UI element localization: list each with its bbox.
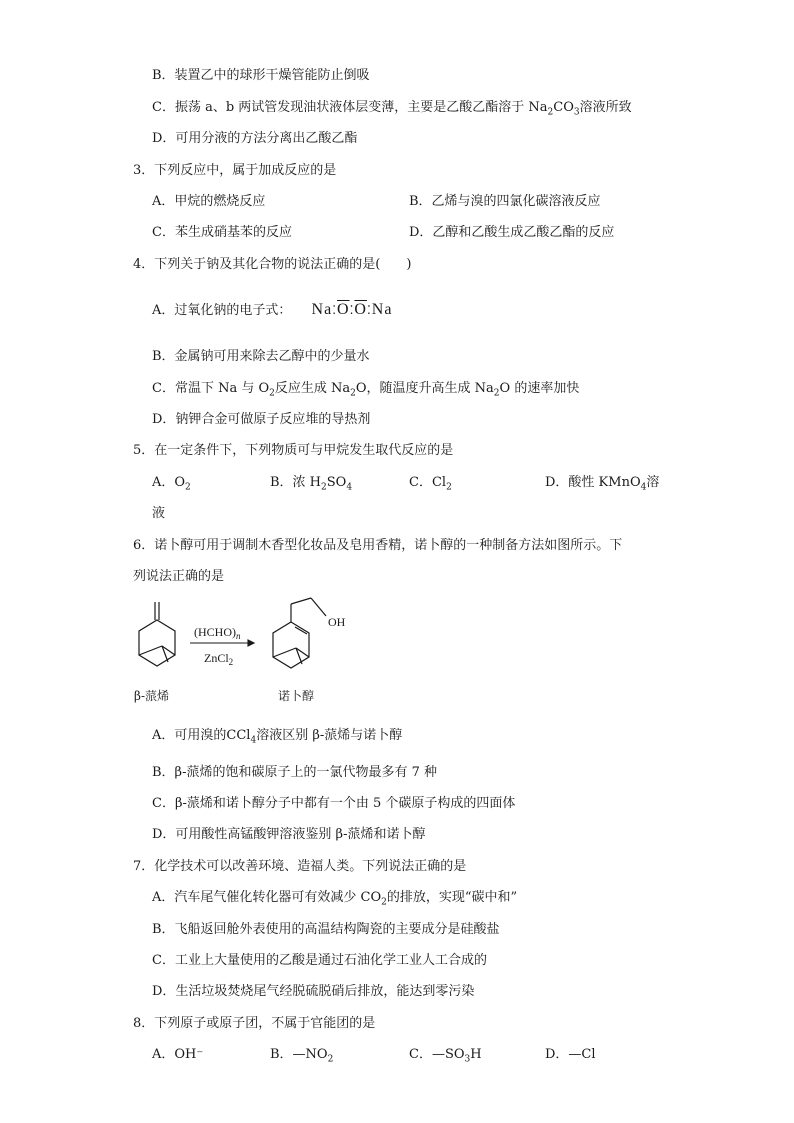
reaction-arrow: [190, 640, 254, 646]
reaction-scheme: [128, 596, 368, 716]
sodium-peroxide-electron-formula: $Na⁚\overline{O}⁚\overline{O}⁚Na$: [311, 301, 393, 318]
nopol-label: 诺卜醇: [278, 689, 315, 703]
q4-option-b: B．金属钠可用来除去乙醇中的少量水: [152, 349, 370, 364]
q5-option-d: D．酸性 KMnO$_4$溶: [545, 475, 660, 493]
question-6-line-1: 6．诺卜醇可用于调制木香型化妆品及皂用香精，诺卜醇的一种制备方法如图所示。下: [133, 538, 623, 553]
q4-option-a: A．过氧化钠的电子式： $Na⁚\overline{O}⁚\overline{O}⁚Na$: [152, 301, 393, 318]
q5-option-d-wrap: 液: [152, 506, 166, 521]
question-3: 3．下列反应中，属于加成反应的是: [133, 163, 337, 178]
q4-option-d: D．钠钾合金可做原子反应堆的导热剂: [152, 412, 371, 427]
q4-option-c: C．常温下 Na 与 $O_2$反应生成 $Na_2O$，随温度升高生成 $Na_2O$ 的速率加快: [152, 381, 580, 399]
q7-option-b: B．飞船返回舱外表使用的高温结构陶瓷的主要成分是硅酸盐: [152, 922, 500, 937]
q5-option-c: C．$Cl_2$: [409, 475, 452, 493]
q8-option-b: B．$—NO_2$: [270, 1047, 334, 1065]
q2-option-b: B．装置乙中的球形干燥管能防止倒吸: [152, 68, 370, 83]
question-4: 4．下列关于钠及其化合物的说法正确的是( ): [133, 257, 412, 272]
q8-option-c: C．$—SO_3H$: [409, 1047, 482, 1065]
q3-option-a: A．甲烷的燃烧反应: [152, 194, 266, 209]
q3-option-b: B．乙烯与溴的四氯化碳溶液反应: [409, 194, 601, 209]
q6-option-d: D．可用酸性高锰酸钾溶液鉴别 β-蒎烯和诺卜醇: [152, 827, 426, 842]
q7-option-c: C．工业上大量使用的乙酸是通过石油化学工业人工合成的: [152, 953, 487, 968]
q7-option-a: A．汽车尾气催化转化器可有效减少 $CO_2$的排放，实现“碳中和”: [152, 890, 518, 908]
question-5: 5．在一定条件下，下列物质可与甲烷发生取代反应的是: [133, 443, 454, 458]
question-6-line-2: 列说法正确的是: [133, 569, 225, 584]
reagent-formaldehyde: $(HCHO)_n$: [194, 625, 241, 641]
reagent-zinc-chloride: ZnCl$_2$: [204, 651, 234, 667]
question-8: 8．下列原子或原子团，不属于官能团的是: [133, 1016, 376, 1031]
q6-option-c: C．β-蒎烯和诺卜醇分子中都有一个由 5 个碳原子构成的四面体: [152, 796, 516, 811]
q7-option-d: D．生活垃圾焚烧尾气经脱硫脱硝后排放，能达到零污染: [152, 984, 475, 999]
beta-pinene-structure: [139, 602, 175, 666]
question-7: 7．化学技术可以改善环境、造福人类。下列说法正确的是: [133, 859, 467, 874]
q3-option-d: D．乙醇和乙酸生成乙酸乙酯的反应: [409, 225, 615, 240]
q6-option-b: B．β-蒎烯的饱和碳原子上的一氯代物最多有 7 种: [152, 765, 437, 780]
nopol-structure: [273, 598, 326, 668]
hydroxyl-label: OH: [328, 615, 346, 629]
q3-option-c: C．苯生成硝基苯的反应: [152, 225, 292, 240]
q6-option-a: A．可用溴的CCl$_4$溶液区别 β-蒎烯与诺卜醇: [152, 728, 403, 746]
q2-option-c: C．振荡 a、b 两试管发现油状液体层变薄，主要是乙酸乙酯溶于 $Na_2CO_3$溶液所致: [152, 100, 632, 118]
q2-option-d: D．可用分液的方法分离出乙酸乙酯: [152, 131, 358, 146]
q8-option-d: D．—Cl: [545, 1047, 596, 1062]
q5-option-b: B．浓 $H_2SO_4$: [270, 475, 353, 493]
q5-option-a: A．$O_2$: [152, 475, 191, 493]
beta-pinene-label: β-蒎烯: [134, 689, 169, 703]
q8-option-a: A．OH⁻: [152, 1047, 204, 1062]
